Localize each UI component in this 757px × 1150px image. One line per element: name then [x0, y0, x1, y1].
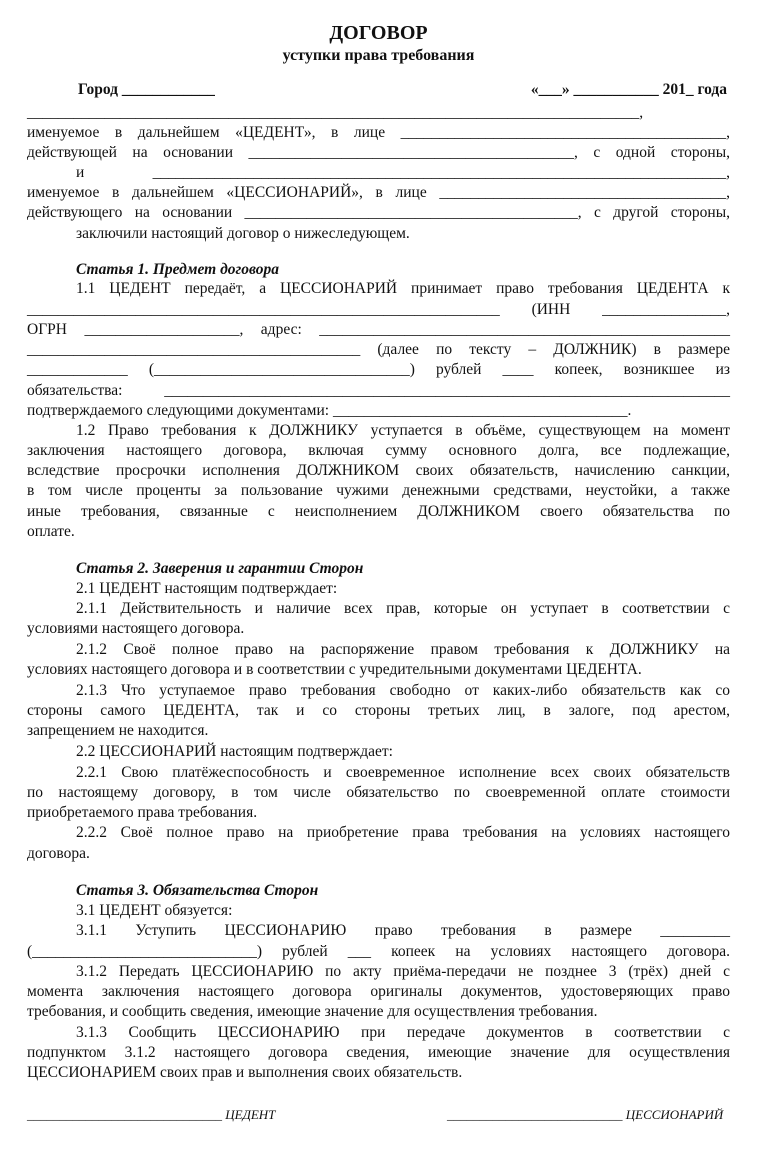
text-line: _____________________________________________________________ (ИНН ________________,	[27, 301, 730, 318]
text-line: ЦЕССИОНАРИЕМ своих прав и выполнения своих обязательств.	[27, 1064, 463, 1081]
text-line: 1.2 Право требования к ДОЛЖНИКУ уступается в объёме, существующем на момент	[76, 422, 730, 439]
text-line: 1.1 ЦЕДЕНТ передаёт, а ЦЕССИОНАРИЙ принимает право требования ЦЕДЕНТА к	[76, 280, 730, 297]
text-line: запрещением не находится.	[27, 722, 209, 739]
text-line: условиями настоящего договора.	[27, 620, 245, 637]
text-line: момента заключения настоящего договора оригиналы документов, удостоверяющих право	[27, 983, 730, 1000]
text-line: 2.1.2 Своё полное право на распоряжение правом требования к ДОЛЖНИКУ на	[76, 641, 730, 658]
text-line: в том числе проценты за пользование чужими денежными средствами, неустойки, а также	[27, 482, 730, 499]
text-line: действующей на основании __________________________________________, с одной стороны,	[27, 144, 730, 161]
cessionary-signature: ___________________________ ЦЕССИОНАРИЙ	[447, 1107, 724, 1122]
date-line: «___» ___________ 201_ года	[530, 81, 727, 98]
text-line: 2.2 ЦЕССИОНАРИЙ настоящим подтверждает:	[76, 743, 393, 760]
text-line: действующего на основании ___________________________________________, с другой стороны,	[27, 204, 730, 221]
article-heading: Статья 1. Предмет договора	[76, 261, 279, 278]
text-line: и __________________________________________________________________________,	[76, 164, 730, 181]
text-line: иные требования, связанные с неисполнением ДОЛЖНИКОМ своего обязательства по	[27, 503, 730, 520]
text-line: оплате.	[27, 523, 75, 540]
text-line: условиях настоящего договора и в соответствии с учредительными документами ЦЕДЕНТА.	[27, 661, 642, 678]
text-line: именуемое в дальнейшем «ЦЕССИОНАРИЙ», в лице _____________________________________,	[27, 184, 730, 201]
article-heading: Статья 2. Заверения и гарантии Сторон	[76, 560, 364, 577]
text-line: 2.2.1 Свою платёжеспособность и своевременное исполнение всех своих обязательств	[76, 764, 730, 781]
city-line: Город ____________	[78, 81, 215, 98]
text-line: (_____________________________) рублей ___ копеек на условиях настоящего договора.	[27, 943, 730, 960]
text-line: 3.1.1 Уступить ЦЕССИОНАРИЮ право требования в размере _________	[76, 922, 730, 939]
text-line: вследствие просрочки исполнения ДОЛЖНИКОМ своих обязательств, начислению санкции,	[27, 462, 730, 479]
text-line: 2.1.3 Что уступаемое право требования свободно от каких-либо обязательств как со	[76, 682, 730, 699]
text-line: договора.	[27, 845, 90, 862]
text-line: стороны самого ЦЕДЕНТА, так и со стороны третьих лиц, в залоге, под арестом,	[27, 702, 730, 719]
document-title: ДОГОВОР	[329, 22, 428, 44]
text-line: требования, и сообщить сведения, имеющие значение для осуществления требования.	[27, 1003, 598, 1020]
text-line: обязательства: _________________________________________________________________________	[27, 382, 730, 399]
text-line: 3.1 ЦЕДЕНТ обязуется:	[76, 902, 233, 919]
cedent-signature: ______________________________ ЦЕДЕНТ	[27, 1107, 276, 1122]
text-line: _____________ (_________________________________) рублей ____ копеек, возникшее из	[27, 361, 730, 378]
text-line: именуемое в дальнейшем «ЦЕДЕНТ», в лице __________________________________________,	[27, 124, 730, 141]
text-line: заключения настоящего договора, включая сумму основного долга, все подлежащие,	[27, 442, 730, 459]
text-line: 2.1.1 Действительность и наличие всех прав, которые он уступает в соответствии с	[76, 600, 730, 617]
text-line: ОГРН ____________________, адрес: _____________________________________________________	[27, 321, 730, 338]
text-line: приобретаемого права требования.	[27, 804, 258, 821]
text-line: подпунктом 3.1.2 настоящего договора сведения, имеющие значение для осуществления	[27, 1044, 730, 1061]
text-line: по настоящему договору, в том числе обязательство по своевременной оплате стоимости	[27, 784, 730, 801]
text-line: 3.1.3 Сообщить ЦЕССИОНАРИЮ при передаче документов в соответствии с	[76, 1024, 730, 1041]
text-line: 2.2.2 Своё полное право на приобретение права требования на условиях настоящего	[76, 824, 730, 841]
document-subtitle: уступки права требования	[282, 47, 475, 64]
article-heading: Статья 3. Обязательства Сторон	[76, 882, 319, 899]
text-line: подтверждаемого следующими документами: ______________________________________.	[27, 402, 632, 419]
text-line: 2.1 ЦЕДЕНТ настоящим подтверждает:	[76, 580, 338, 597]
text-line: заключили настоящий договор о нижеследующем.	[76, 225, 410, 242]
text-line: 3.1.2 Передать ЦЕССИОНАРИЮ по акту приёма-передачи не позднее 3 (трёх) дней с	[76, 963, 730, 980]
text-line: _______________________________________________________________________________,	[27, 104, 644, 121]
text-line: ___________________________________________ (далее по тексту – ДОЛЖНИК) в размере	[27, 341, 730, 358]
